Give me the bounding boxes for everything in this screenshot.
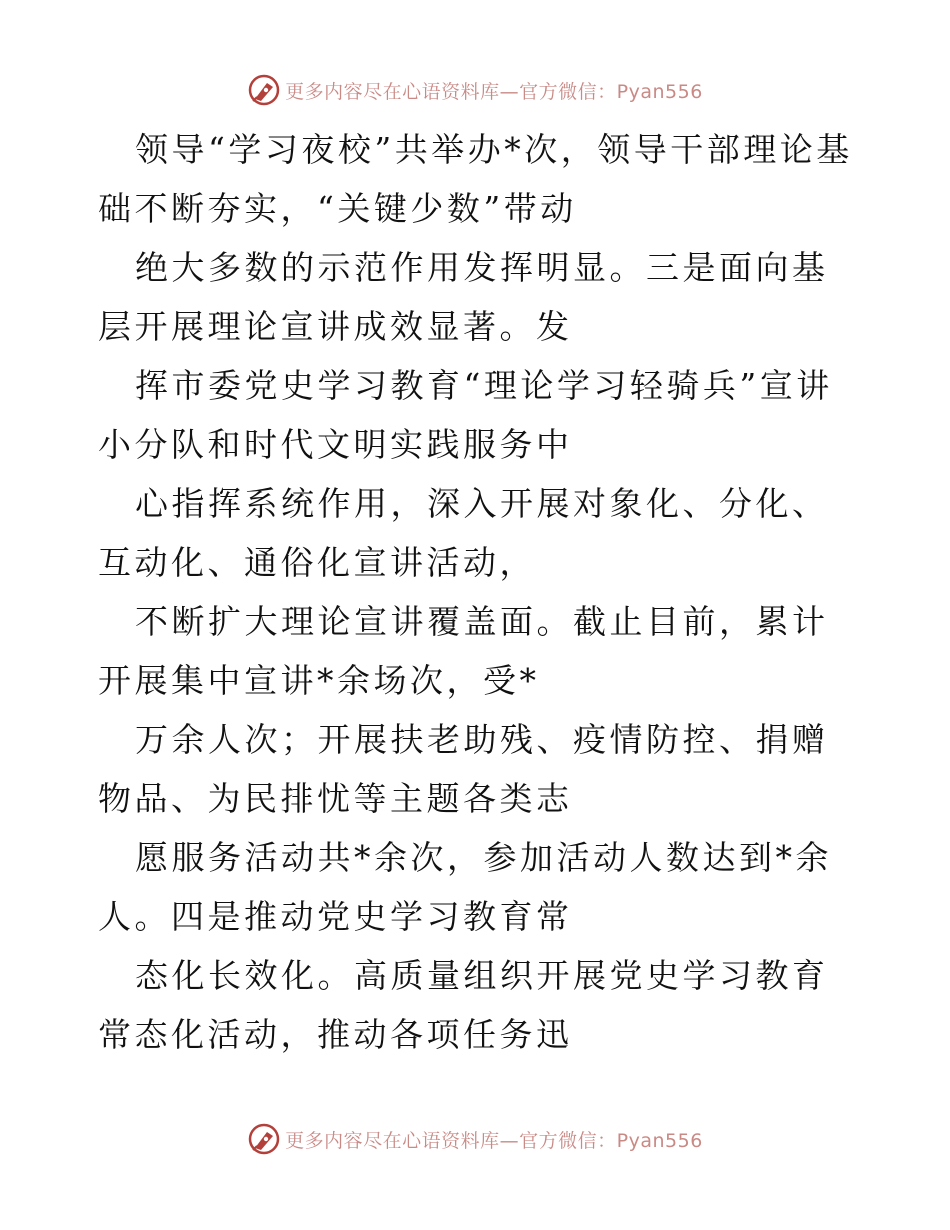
paragraph: 领导“学习夜校”共举办*次，领导干部理论基础不断夯实，“关键少数”带动 [98,130,853,228]
pen-nib-circle-icon [247,73,281,107]
paragraph: 态化长效化。高质量组织开展党史学习教育常态化活动，推动各项任务迅 [98,956,829,1054]
paragraph: 心指挥系统作用，深入开展对象化、分化、互动化、通俗化宣讲活动， [98,484,829,582]
header-watermark [0,70,950,110]
paragraph: 万余人次；开展扶老助残、疫情防控、捐赠物品、为民排忧等主题各类志 [98,720,829,818]
paragraph: 不断扩大理论宣讲覆盖面。截止目前，累计开展集中宣讲*余场次，受* [98,602,829,700]
paragraph: 挥市委党史学习教育“理论学习轻骑兵”宣讲小分队和时代文明实践服务中 [98,366,833,464]
footer-watermark [0,1119,950,1159]
paragraph: 绝大多数的示范作用发挥明显。三是面向基层开展理论宣讲成效显著。发 [98,248,829,346]
watermark-text: 更多内容尽在心语资料库—官方微信：Pyan556 [285,1129,703,1152]
watermark-text: 更多内容尽在心语资料库—官方微信：Pyan556 [285,80,703,103]
paragraph: 愿服务活动共*余次，参加活动人数达到*余人。四是推动党史学习教育常 [98,838,832,936]
document-body [98,120,858,1064]
pen-nib-circle-icon [247,1122,281,1156]
